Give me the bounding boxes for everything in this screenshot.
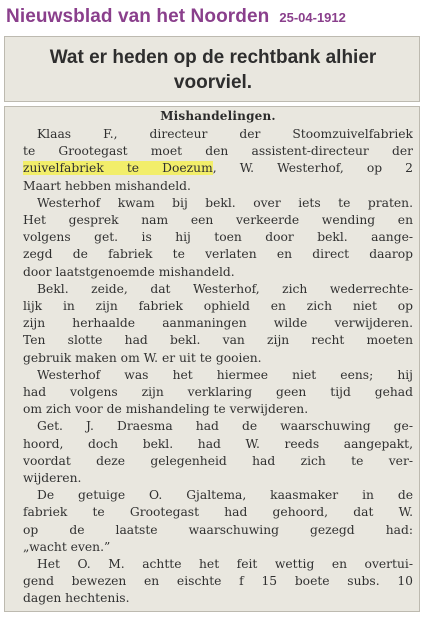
article-line: zijn herhaalde aanmaningen wilde verwijderen. [23,316,413,331]
publication-date: 25-04-1912 [279,10,346,25]
article-line: Maart hebben mishandeld. [23,178,191,193]
headline-clipping [4,36,420,102]
article-line: Het O. M. achtte het feit wettig en overtui- [37,557,413,572]
article-line: Bekl. zeide, dat Westerhof, zich wederrechte- [37,281,413,296]
article-line: Westerhof was het hiermee niet eens; hij [37,367,413,382]
headline-line-1: Wat er heden op de rechtbank alhier [49,47,377,68]
article-line: fabriek te Grootegast had gehoord, dat W. [23,505,413,520]
article-line: Klaas F., directeur der Stoomzuivelfabriek [37,127,413,141]
article-line: Het gesprek nam een verkeerde wending en [23,213,413,228]
article-line: had volgens zijn verklaring geen tijd gehad [23,385,413,400]
article-line: lijk in zijn fabriek ophield en zich niet op [23,299,413,314]
article-line: dagen hechtenis. [23,591,130,606]
headline [15,45,411,95]
article-line-highlighted [23,160,413,177]
article-line: om zich voor de mishandeling te verwijderen. [23,402,309,417]
headline-line-2: voorviel. [173,72,253,93]
article-line: hoord, doch bekl. had W. reeds aangepakt, [23,436,413,451]
article-line: „wacht even.” [23,539,111,554]
article-clipping [4,106,420,612]
highlighted-word-doezum: Doezum [162,161,213,176]
article-body [23,126,413,608]
article-line: wijderen. [23,471,82,486]
article-line: door laatstgenoemde mishandeld. [23,264,235,279]
article-line: te Grootegast moet den assistent-directeur der [23,144,413,159]
highlighted-word-zuivelfabriek: zuivelfabriek [23,161,104,176]
article-line: volgens get. is hij toen door bekl. aange- [23,230,413,245]
article-line: Ten slotte had bekl. van zijn recht moeten [23,333,413,348]
newspaper-name: Nieuwsblad van het Noorden [6,6,270,27]
line-remainder: , W. Westerhof, op 2 [212,161,413,176]
section-heading: Mishandelingen. [160,109,276,123]
article-line: Get. J. Draesma had de waarschuwing ge- [37,419,413,434]
article-line: Westerhof kwam bij bekl. over iets te praten. [37,195,413,210]
article-line: gebruik maken om W. er uit te gooien. [23,350,262,365]
article-line: op de laatste waarschuwing gezegd had: [23,522,413,537]
highlighted-connector: te [103,161,163,176]
article-line: voordat deze gelegenheid had zich te ver- [23,453,413,468]
masthead [6,6,346,32]
article-line: De getuige O. Gjaltema, kaasmaker in de [37,488,413,503]
article-line: zegd de fabriek te verlaten en direct daarop [23,247,413,262]
article-line: gend bewezen en eischte f 15 boete subs. 10 [23,574,413,589]
